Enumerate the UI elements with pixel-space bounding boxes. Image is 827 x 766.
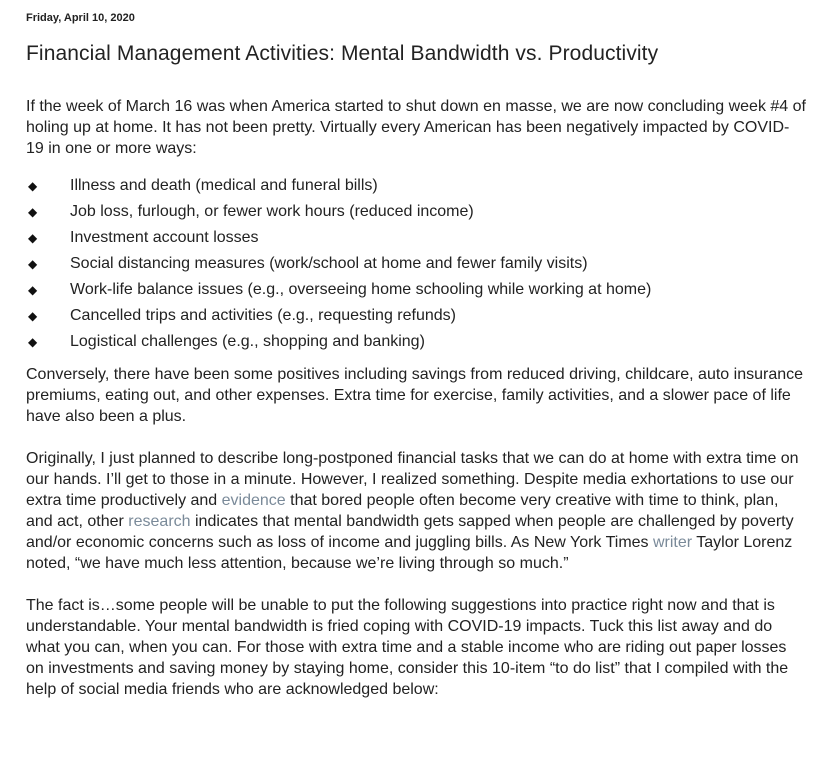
writer-link[interactable]: writer — [652, 534, 693, 551]
positives-paragraph: Conversely, there have been some positives including savings from reduced driving, childcare, auto insurance premiums, eating out, and other expenses. Extra time for exercise, family activities, and a slower pace of life have also been a plus. — [26, 366, 804, 425]
list-item — [26, 251, 806, 277]
post-date: Friday, April 10, 2020 — [26, 12, 135, 24]
diamond-bullet-icon: ◆ — [28, 179, 38, 193]
post-title: Financial Management Activities: Mental Bandwidth vs. Productivity — [26, 42, 659, 65]
list-item — [26, 199, 806, 225]
list-item-text: Logistical challenges (e.g., shopping and banking) — [70, 333, 425, 350]
to-do-intro-paragraph: The fact is…some people will be unable to put the following suggestions into practice right now and that is understandable. Your mental bandwidth is fried coping with COVID-19 impacts. Tuck this list away and do what you can, when you can. For those with extra time and a stable income who are riding out paper losses on investments and saving money by staying home, consider this 10-item “to do list” that I compiled with the help of social media friends who are acknowledged below: — [26, 597, 789, 698]
list-item-text: Illness and death (medical and funeral bills) — [70, 177, 378, 194]
bandwidth-paragraph — [26, 448, 806, 574]
list-item-text: Work-life balance issues (e.g., overseeing home schooling while working at home) — [70, 281, 652, 298]
list-item-text: Social distancing measures (work/school at home and fewer family visits) — [70, 255, 588, 272]
paragraph-text: Taylor Lorenz noted, “we have much less attention, because we’re living through so much.” — [26, 534, 793, 572]
list-item — [26, 173, 806, 199]
diamond-bullet-icon: ◆ — [28, 335, 38, 349]
diamond-bullet-icon: ◆ — [28, 231, 38, 245]
intro-paragraph: If the week of March 16 was when America started to shut down en masse, we are now concluding week #4 of holing up at home. It has not been pretty. Virtually every American has been negatively impacted by COVID-19 in one or more ways: — [26, 98, 806, 157]
paragraph-text: that bored people often become very creative with time to think, plan, and act, other — [26, 492, 779, 530]
list-item — [26, 277, 806, 303]
research-link[interactable]: research — [128, 513, 191, 530]
diamond-bullet-icon: ◆ — [28, 205, 38, 219]
list-item — [26, 303, 806, 329]
list-item — [26, 225, 806, 251]
diamond-bullet-icon: ◆ — [28, 257, 38, 271]
list-item-text: Cancelled trips and activities (e.g., requesting refunds) — [70, 307, 456, 324]
diamond-bullet-icon: ◆ — [28, 283, 38, 297]
paragraph-text: indicates that mental bandwidth gets sapped when people are challenged by poverty and/or economic concerns such as loss of income and juggling bills. As New York Times — [26, 513, 794, 551]
list-item-text: Job loss, furlough, or fewer work hours (reduced income) — [70, 203, 474, 220]
evidence-link[interactable]: evidence — [221, 492, 286, 509]
post-body — [26, 96, 806, 700]
list-item — [26, 329, 806, 355]
impact-list — [26, 173, 806, 355]
paragraph-text: Originally, I just planned to describe long-postponed financial tasks that we can do at home with extra time on our hands. I’ll get to those in a minute. However, I realized something. Despite media exhortations to use our extra time productively and — [26, 450, 799, 509]
list-item-text: Investment account losses — [70, 229, 259, 246]
diamond-bullet-icon: ◆ — [28, 309, 38, 323]
